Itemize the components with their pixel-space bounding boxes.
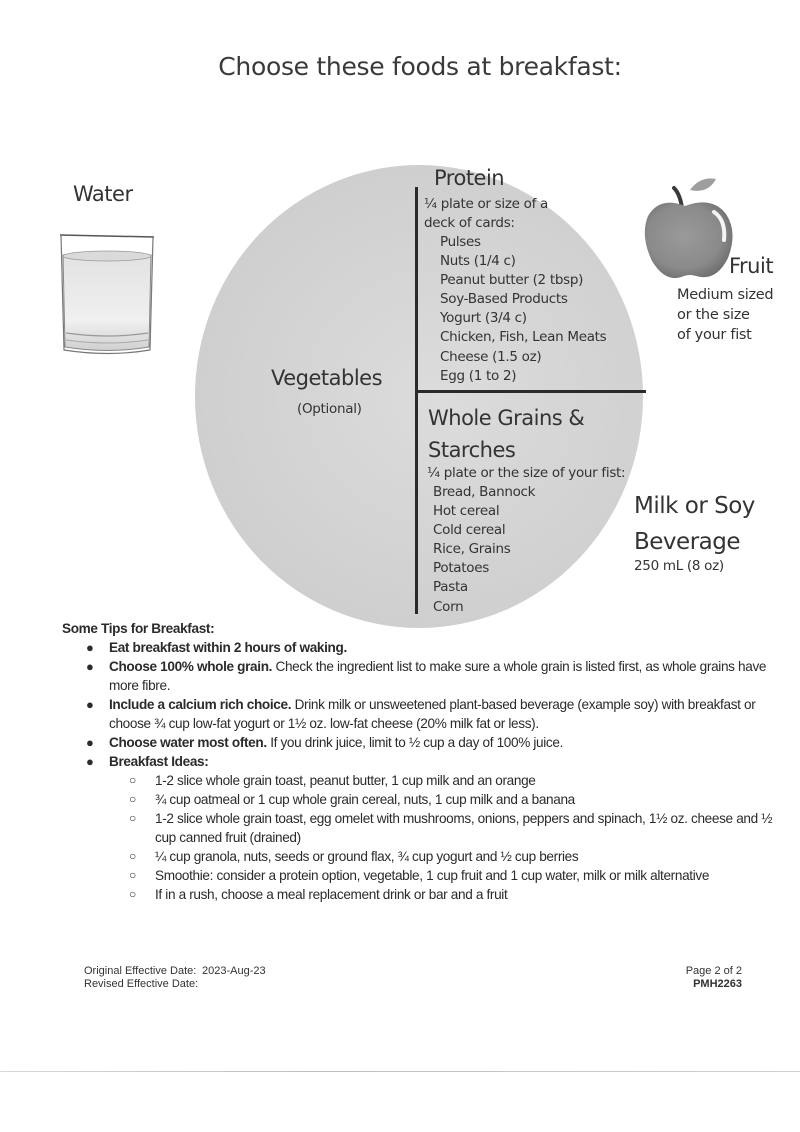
idea-text: Smoothie: consider a protein option, vegetable, 1 cup fruit and 1 cup water, milk or milk alternative bbox=[155, 868, 710, 883]
circle-bullet-icon: ○ bbox=[129, 868, 136, 882]
idea-text: 1-2 slice whole grain toast, peanut butter, 1 cup milk and an orange bbox=[155, 773, 536, 788]
idea-text: ¼ cup granola, nuts, seeds or ground flax, ¾ cup yogurt and ½ cup berries bbox=[155, 849, 579, 864]
tips-heading: Some Tips for Breakfast: bbox=[62, 621, 215, 636]
idea-text: ¾ cup oatmeal or 1 cup whole grain cereal, nuts, 1 cup milk and a banana bbox=[155, 792, 575, 807]
idea-text: 1-2 slice whole grain toast, egg omelet with mushrooms, onions, peppers and spinach, 1½ oz. cheese and ½ cup canned fruit (drained) bbox=[155, 811, 773, 845]
grains-item: Corn bbox=[433, 598, 464, 615]
idea-item bbox=[109, 885, 782, 904]
milk-heading-line2: Beverage bbox=[634, 529, 740, 555]
tip-text: Drink milk or unsweetened plant-based beverage (example soy) with breakfast or choose ¾ cup low-fat yogurt or 1½ oz. low-fat cheese (20% milk fat or less). bbox=[109, 697, 756, 731]
grains-list bbox=[433, 483, 535, 617]
tip-text: Check the ingredient list to make sure a whole grain is listed first, as whole grains have more fibre. bbox=[109, 659, 767, 693]
idea-item bbox=[109, 866, 782, 885]
apple-icon bbox=[640, 176, 735, 286]
tip-bold: Eat breakfast within 2 hours of waking. bbox=[109, 640, 347, 655]
vegetables-note: (Optional) bbox=[297, 401, 362, 417]
protein-item: Peanut butter (2 tbsp) bbox=[440, 272, 584, 289]
bullet-icon: ● bbox=[86, 640, 94, 655]
milk-heading-line1: Milk or Soy bbox=[634, 493, 755, 519]
protein-item: Yogurt (3/4 c) bbox=[440, 310, 527, 327]
protein-portion: ¼ plate or size of a deck of cards: bbox=[424, 196, 549, 231]
tips-list bbox=[62, 638, 782, 904]
page-number: Page 2 of 2 bbox=[685, 965, 742, 977]
tip-item bbox=[62, 752, 782, 904]
tip-item bbox=[62, 657, 782, 695]
grains-item: Cold cereal bbox=[433, 522, 506, 539]
circle-bullet-icon: ○ bbox=[129, 773, 136, 787]
protein-heading: Protein bbox=[434, 166, 505, 190]
protein-item: Pulses bbox=[440, 234, 481, 250]
grains-heading-line2: Starches bbox=[428, 438, 516, 462]
circle-bullet-icon: ○ bbox=[129, 887, 136, 901]
tip-bold: Choose water most often. bbox=[109, 735, 267, 750]
protein-item: Nuts (1/4 c) bbox=[440, 253, 516, 270]
tips-section bbox=[62, 619, 782, 904]
breakfast-ideas-list bbox=[109, 771, 782, 904]
grains-item: Bread, Bannock bbox=[433, 484, 536, 500]
grains-item: Hot cereal bbox=[433, 503, 500, 520]
fruit-note bbox=[677, 285, 797, 345]
idea-item bbox=[109, 790, 782, 809]
tip-item bbox=[62, 638, 782, 657]
fruit-note-line: or the size bbox=[677, 307, 750, 323]
circle-bullet-icon: ○ bbox=[129, 792, 136, 806]
idea-item bbox=[109, 809, 782, 847]
milk-heading bbox=[634, 488, 794, 560]
footer-page-info bbox=[600, 965, 742, 990]
circle-bullet-icon: ○ bbox=[129, 811, 136, 825]
original-date-row bbox=[84, 965, 266, 978]
idea-item bbox=[109, 771, 782, 790]
vegetables-heading: Vegetables bbox=[271, 366, 383, 390]
circle-bullet-icon: ○ bbox=[129, 849, 136, 863]
bullet-icon: ● bbox=[86, 697, 94, 712]
bullet-icon: ● bbox=[86, 659, 94, 674]
water-heading: Water bbox=[73, 182, 133, 206]
plate-vertical-divider bbox=[415, 187, 418, 614]
grains-item: Potatoes bbox=[433, 560, 489, 577]
idea-text: If in a rush, choose a meal replacement drink or bar and a fruit bbox=[155, 887, 508, 902]
tip-item bbox=[62, 695, 782, 733]
water-glass-icon bbox=[58, 225, 158, 360]
fruit-heading: Fruit bbox=[729, 254, 774, 278]
scan-edge-line bbox=[0, 1071, 800, 1072]
bullet-icon: ● bbox=[86, 735, 94, 750]
milk-amount: 250 mL (8 oz) bbox=[634, 558, 724, 574]
original-date-value: 2023-Aug-23 bbox=[202, 965, 266, 977]
protein-list bbox=[440, 233, 606, 386]
bullet-icon: ● bbox=[86, 754, 94, 769]
original-date-label: Original Effective Date: bbox=[84, 965, 197, 977]
grains-item: Pasta bbox=[433, 579, 468, 596]
tip-bold: Breakfast Ideas: bbox=[109, 754, 209, 769]
grains-heading bbox=[428, 402, 584, 466]
protein-item: Soy-Based Products bbox=[440, 291, 568, 308]
grains-heading-line1: Whole Grains & bbox=[428, 406, 585, 430]
tip-bold: Include a calcium rich choice. bbox=[109, 697, 292, 712]
tip-text: If you drink juice, limit to ½ cup a day of 100% juice. bbox=[266, 735, 564, 750]
protein-item: Cheese (1.5 oz) bbox=[440, 348, 542, 365]
revised-date-row bbox=[84, 978, 266, 991]
grains-portion: ¼ plate or the size of your fist: bbox=[427, 465, 626, 481]
grains-item: Rice, Grains bbox=[433, 541, 511, 558]
page-title: Choose these foods at breakfast: bbox=[218, 52, 622, 81]
protein-item: Chicken, Fish, Lean Meats bbox=[440, 329, 607, 346]
idea-item bbox=[109, 847, 782, 866]
tip-item bbox=[62, 733, 782, 752]
revised-date-label: Revised Effective Date: bbox=[84, 977, 199, 990]
document-code: PMH2263 bbox=[693, 977, 742, 990]
protein-item: Egg (1 to 2) bbox=[440, 367, 517, 384]
fruit-note-line: of your fist bbox=[677, 327, 752, 343]
plate-horizontal-divider bbox=[417, 390, 646, 393]
tip-bold: Choose 100% whole grain. bbox=[109, 659, 273, 674]
footer-dates bbox=[84, 965, 266, 990]
fruit-note-line: Medium sized bbox=[677, 287, 774, 303]
